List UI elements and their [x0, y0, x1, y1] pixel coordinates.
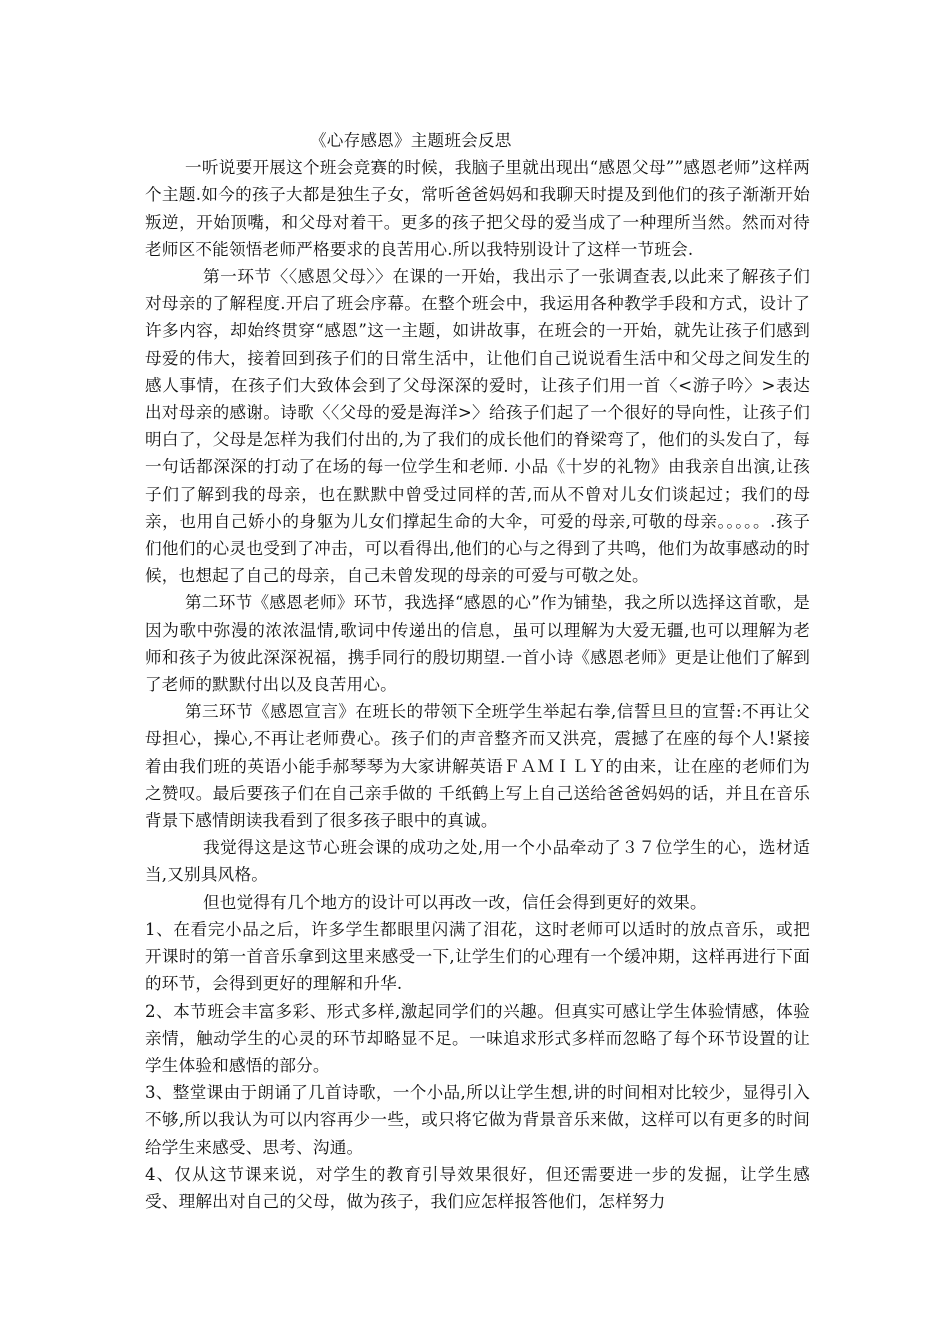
paragraph-improvements-intro: 但也觉得有几个地方的设计可以再改一改，信任会得到更好的效果。 [203, 892, 707, 912]
paragraph-section-one: 第一环节〈〈感恩父母〉〉在课的一开始，我出示了一张调查表,以此来了解孩子们对母亲的了解程度.开启了班会序幕。在整个班会中，我运用各种教学手段和方式，设计了许多内容，却始终贯穿“感恩”这一主题，如讲故事，在班会的一开始，就先让孩子们感到母爱的伟大，接着回到孩子们的日常生活中，让他们自己说说看生活中和父母之间发生的感人事情，在孩子们大致体会到了父母深深的爱时，让孩子们用一首〈<游子吟〉>表达出对母亲的感谢。诗歌〈〈父母的爱是海洋>〉给孩子们起了一个很好的导向性，让孩子们明白了，父母是怎样为我们付出的,为了我们的成长他们的脊梁弯了，他们的头发白了，每一句话都深深的打动了在场的每一位学生和老师. 小品《十岁的礼物》由我亲自出演,让孩子们了解到我的母亲，也在默默中曾受过同样的苦,而从不曾对儿女们谈起过；我们的母亲，也用自己娇小的身躯为儿女们撑起生命的大伞，可爱的母亲,可敬的母亲。。。。。.孩子们他们的心灵也受到了冲击，可以看得出,他们的心与之得到了共鸣，他们为故事感动的时候，也想起了自己的母亲，自己未曾发现的母亲的可爱与可敬之处。 [145, 267, 810, 586]
document-title: 《心存感恩》主题班会反思 [310, 131, 512, 150]
list-item-improvement-4: 4、仅从这节课来说，对学生的教育引导效果很好，但还需要进一步的发掘，让学生感受、理解出对自己的父母，做为孩子，我们应怎样报答他们，怎样努力 [145, 1164, 810, 1211]
paragraph-section-three: 第三环节《感恩宣言》在班长的带领下全班学生举起右拳,信誓旦旦的宣誓:不再让父母担心，操心,不再让老师费心。孩子们的声音整齐而又洪亮，震撼了在座的每个人!紧接着由我们班的英语小能手郝琴琴为大家讲解英语ＦＡＭＩＬＹ的由来，让在座的老师们为之赞叹。最后要孩子们在自己亲手做的 千纸鹤上写上自己送给爸爸妈妈的话，并且在音乐背景下感情朗读我看到了很多孩子眼中的真诚。 [145, 702, 810, 831]
list-item-improvement-2: 2、本节班会丰富多彩、形式多样,激起同学们的兴趣。但真实可感让学生体验情感，体验亲情，触动学生的心灵的环节却略显不足。一味追求形式多样而忽略了每个环节设置的让学生体验和感悟的部分。 [145, 1001, 810, 1075]
document-body [145, 127, 810, 1215]
paragraph-section-two: 第二环节《感恩老师》环节，我选择“感恩的心”作为铺垫，我之所以选择这首歌，是因为歌中弥漫的浓浓温情,歌词中传递出的信息，虽可以理解为大爱无疆,也可以理解为老师和孩子为彼此深深祝福，携手同行的殷切期望.一首小诗《感恩老师》更是让他们了解到了老师的默默付出以及良苦用心。 [145, 593, 810, 695]
paragraph-success: 我觉得这是这节心班会课的成功之处,用一个小品牵动了３７位学生的心，选材适当,又别具风格。 [145, 838, 810, 885]
paragraph-intro: 一听说要开展这个班会竞赛的时候，我脑子里就出现出“感恩父母””感恩老师”这样两个主题.如今的孩子大都是独生子女，常听爸爸妈妈和我聊天时提及到他们的孩子渐渐开始叛逆，开始顶嘴，和父母对着干。更多的孩子把父母的爱当成了一种理所当然。然而对待老师区不能领悟老师严格要求的良苦用心.所以我特别设计了这样一节班会. [145, 158, 810, 259]
list-item-improvement-3: 3、整堂课由于朗诵了几首诗歌，一个小品,所以让学生想,讲的时间相对比较少，显得引入不够,所以我认为可以内容再少一些，或只将它做为背景音乐来做，这样可以有更多的时间给学生来感受、思考、沟通。 [145, 1083, 810, 1157]
list-item-improvement-1: 1、在看完小品之后，许多学生都眼里闪满了泪花，这时老师可以适时的放点音乐，或把开课时的第一首音乐拿到这里来感受一下,让学生们的心理有一个缓冲期，这样再进行下面的环节，会得到更好的理解和升华. [145, 919, 810, 994]
